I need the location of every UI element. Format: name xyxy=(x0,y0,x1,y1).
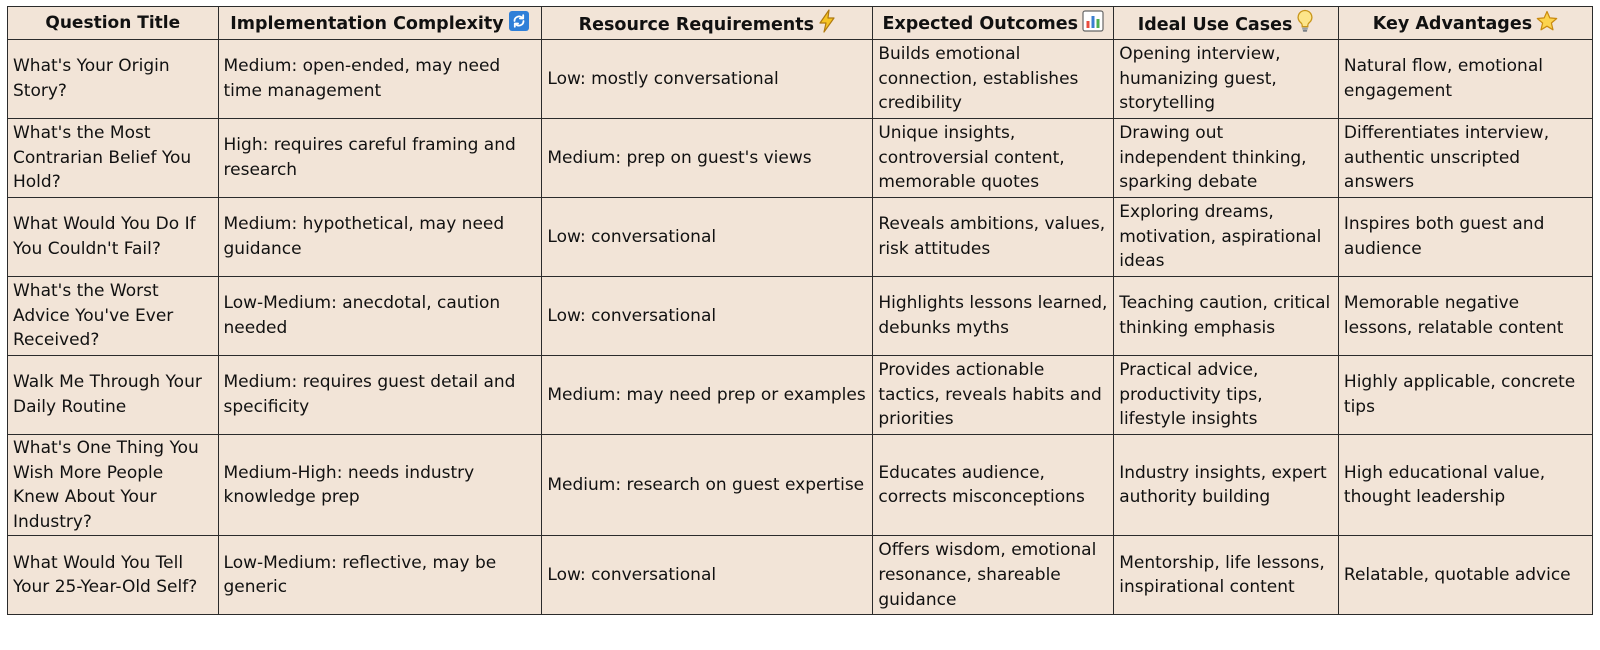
cell-implementation-complexity: Medium: requires guest detail and specificity xyxy=(218,356,542,435)
cell-implementation-complexity: Low-Medium: reflective, may be generic xyxy=(218,536,542,615)
header-key-advantages: Key Advantages xyxy=(1338,7,1592,40)
cell-expected-outcomes: Provides actionable tactics, reveals habits and priorities xyxy=(873,356,1114,435)
cell-ideal-use-cases: Practical advice, productivity tips, lifestyle insights xyxy=(1114,356,1339,435)
cell-question-title: What Would You Tell Your 25-Year-Old Self? xyxy=(8,536,219,615)
table-row xyxy=(8,119,1593,198)
header-expected-outcomes: Expected Outcomes xyxy=(873,7,1114,40)
header-row xyxy=(8,7,1593,40)
header-resource-requirements: Resource Requirements xyxy=(542,7,873,40)
cell-key-advantages: Relatable, quotable advice xyxy=(1338,536,1592,615)
cell-implementation-complexity: Medium-High: needs industry knowledge prep xyxy=(218,435,542,536)
cell-key-advantages: Inspires both guest and audience xyxy=(1338,198,1592,277)
cell-resource-requirements: Low: conversational xyxy=(542,536,873,615)
cell-expected-outcomes: Educates audience, corrects misconceptions xyxy=(873,435,1114,536)
cell-ideal-use-cases: Teaching caution, critical thinking emphasis xyxy=(1114,277,1339,356)
refresh-icon xyxy=(508,10,530,32)
cell-resource-requirements: Medium: research on guest expertise xyxy=(542,435,873,536)
table-row xyxy=(8,277,1593,356)
cell-implementation-complexity: High: requires careful framing and research xyxy=(218,119,542,198)
cell-question-title: What Would You Do If You Couldn't Fail? xyxy=(8,198,219,277)
cell-resource-requirements: Low: mostly conversational xyxy=(542,40,873,119)
cell-ideal-use-cases: Opening interview, humanizing guest, storytelling xyxy=(1114,40,1339,119)
cell-question-title: What's the Worst Advice You've Ever Received? xyxy=(8,277,219,356)
cell-question-title: What's Your Origin Story? xyxy=(8,40,219,119)
cell-key-advantages: Differentiates interview, authentic unscripted answers xyxy=(1338,119,1592,198)
cell-question-title: What's One Thing You Wish More People Knew About Your Industry? xyxy=(8,435,219,536)
cell-implementation-complexity: Low-Medium: anecdotal, caution needed xyxy=(218,277,542,356)
cell-expected-outcomes: Offers wisdom, emotional resonance, shareable guidance xyxy=(873,536,1114,615)
bar-chart-icon xyxy=(1082,10,1104,32)
comparison-table-container xyxy=(7,6,1593,615)
cell-resource-requirements: Low: conversational xyxy=(542,198,873,277)
cell-resource-requirements: Low: conversational xyxy=(542,277,873,356)
header-implementation-complexity: Implementation Complexity xyxy=(218,7,542,40)
cell-ideal-use-cases: Drawing out independent thinking, sparking debate xyxy=(1114,119,1339,198)
cell-key-advantages: Memorable negative lessons, relatable content xyxy=(1338,277,1592,356)
table-row xyxy=(8,198,1593,277)
table-row xyxy=(8,356,1593,435)
cell-ideal-use-cases: Mentorship, life lessons, inspirational content xyxy=(1114,536,1339,615)
cell-ideal-use-cases: Industry insights, expert authority building xyxy=(1114,435,1339,536)
cell-implementation-complexity: Medium: open-ended, may need time management xyxy=(218,40,542,119)
header-ideal-use-cases: Ideal Use Cases xyxy=(1114,7,1339,40)
cell-ideal-use-cases: Exploring dreams, motivation, aspirational ideas xyxy=(1114,198,1339,277)
cell-expected-outcomes: Unique insights, controversial content, memorable quotes xyxy=(873,119,1114,198)
cell-resource-requirements: Medium: prep on guest's views xyxy=(542,119,873,198)
cell-expected-outcomes: Highlights lessons learned, debunks myths xyxy=(873,277,1114,356)
header-question-title: Question Title xyxy=(8,7,219,40)
lightning-icon xyxy=(818,9,836,33)
star-icon xyxy=(1536,10,1558,32)
table-row xyxy=(8,536,1593,615)
comparison-table xyxy=(7,6,1593,615)
cell-resource-requirements: Medium: may need prep or examples xyxy=(542,356,873,435)
cell-question-title: What's the Most Contrarian Belief You Hold? xyxy=(8,119,219,198)
cell-question-title: Walk Me Through Your Daily Routine xyxy=(8,356,219,435)
cell-implementation-complexity: Medium: hypothetical, may need guidance xyxy=(218,198,542,277)
table-row xyxy=(8,40,1593,119)
cell-key-advantages: Highly applicable, concrete tips xyxy=(1338,356,1592,435)
cell-key-advantages: High educational value, thought leadership xyxy=(1338,435,1592,536)
lightbulb-icon xyxy=(1296,9,1314,33)
cell-expected-outcomes: Reveals ambitions, values, risk attitudes xyxy=(873,198,1114,277)
cell-expected-outcomes: Builds emotional connection, establishes credibility xyxy=(873,40,1114,119)
cell-key-advantages: Natural flow, emotional engagement xyxy=(1338,40,1592,119)
table-row xyxy=(8,435,1593,536)
